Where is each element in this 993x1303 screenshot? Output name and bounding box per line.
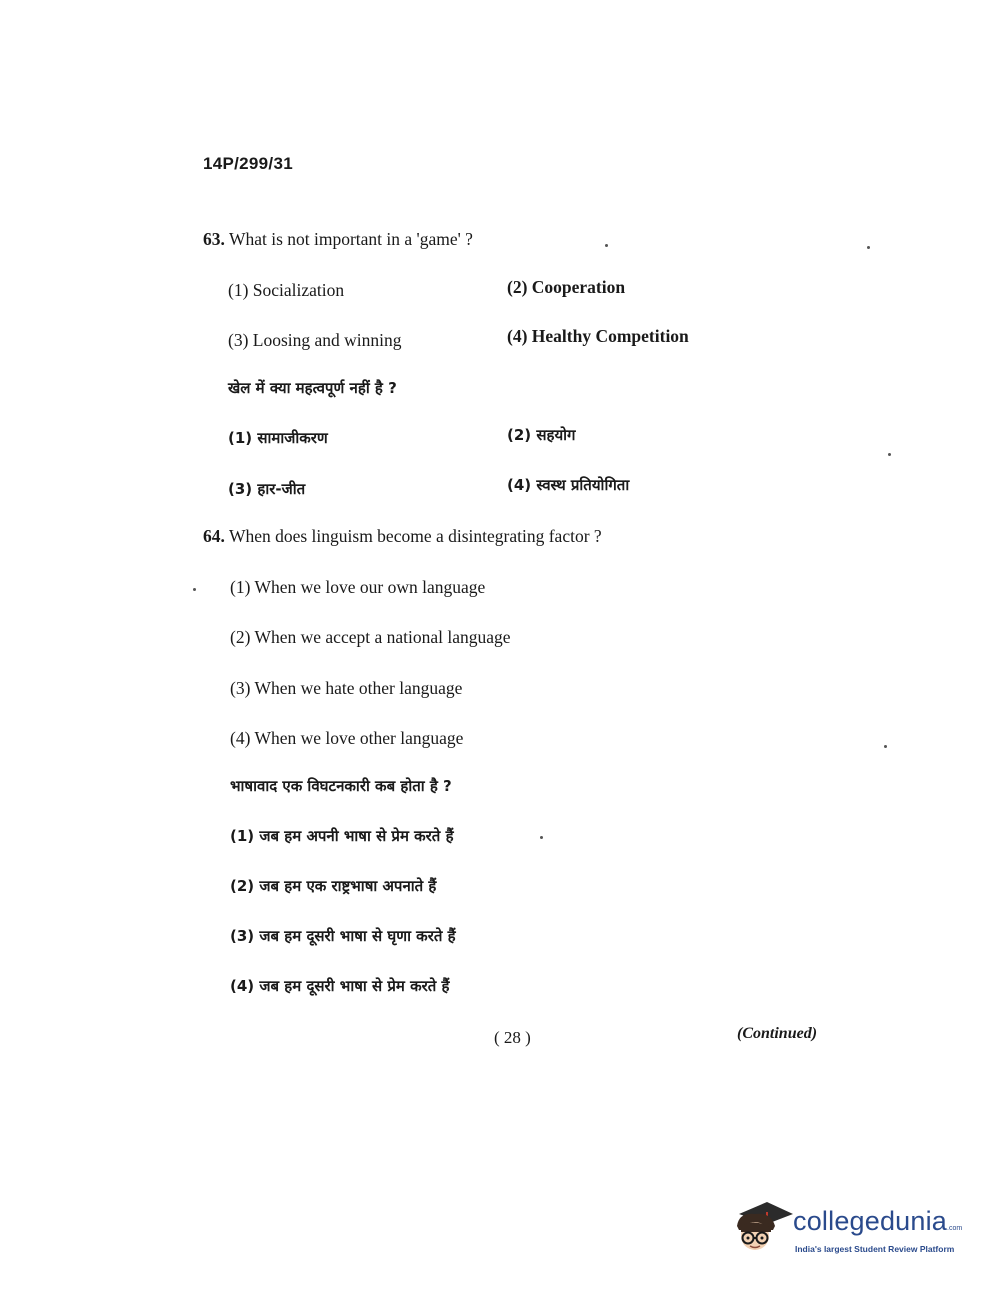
question-63: [203, 229, 473, 250]
scan-speck: [884, 745, 887, 748]
q64-hindi-option-1: (1) जब हम अपनी भाषा से प्रेम करते हैं: [230, 827, 454, 845]
q63-hindi-option-4: (4) स्वस्थ प्रतियोगिता: [507, 476, 630, 494]
q63-hindi-text: खेल में क्या महत्वपूर्ण नहीं है ?: [228, 379, 397, 397]
scan-speck: [888, 453, 891, 456]
q63-option-1: (1) Socialization: [228, 280, 345, 300]
q63-hindi-option-3: (3) हार-जीत: [228, 480, 306, 498]
q64-option-4: (4) When we love other language: [230, 728, 464, 748]
q63-hindi-option-1: (1) सामाजीकरण: [228, 429, 328, 447]
q64-hindi-option-4: (4) जब हम दूसरी भाषा से प्रेम करते हैं: [230, 977, 450, 995]
continued-label: (Continued): [737, 1025, 818, 1042]
question-text: When does linguism become a disintegrating factor ?: [228, 526, 602, 546]
logo-tagline: India's largest Student Review Platform: [795, 1244, 955, 1254]
mascot-icon: [733, 1196, 795, 1262]
q64-option-1: (1) When we love our own language: [230, 577, 486, 597]
scan-speck: [867, 246, 870, 249]
question-number: 64.: [203, 526, 225, 546]
question-number: 63.: [203, 229, 225, 249]
scan-speck: [193, 588, 196, 591]
scan-speck: [540, 836, 543, 839]
q64-option-3: (3) When we hate other language: [230, 678, 463, 698]
logo-domain-suffix: .com: [947, 1225, 963, 1232]
question-64: [203, 526, 602, 547]
page-number: ( 28 ): [494, 1028, 531, 1047]
collegedunia-logo: [733, 1196, 963, 1266]
logo-wordmark: collegedunia: [793, 1206, 948, 1236]
q64-hindi-option-3: (3) जब हम दूसरी भाषा से घृणा करते हैं: [230, 927, 456, 945]
q63-option-2: (2) Cooperation: [507, 277, 626, 297]
q64-option-2: (2) When we accept a national language: [230, 627, 511, 647]
scan-speck: [605, 244, 608, 247]
q63-option-3: (3) Loosing and winning: [228, 330, 402, 350]
q63-option-4: (4) Healthy Competition: [507, 326, 689, 346]
question-text: What is not important in a 'game' ?: [228, 229, 473, 249]
q64-hindi-option-2: (2) जब हम एक राष्ट्रभाषा अपनाते हैं: [230, 877, 437, 895]
q63-hindi-option-2: (2) सहयोग: [507, 426, 576, 444]
paper-code: 14P/299/31: [203, 154, 293, 173]
q64-hindi-text: भाषावाद एक विघटनकारी कब होता है ?: [230, 777, 452, 795]
